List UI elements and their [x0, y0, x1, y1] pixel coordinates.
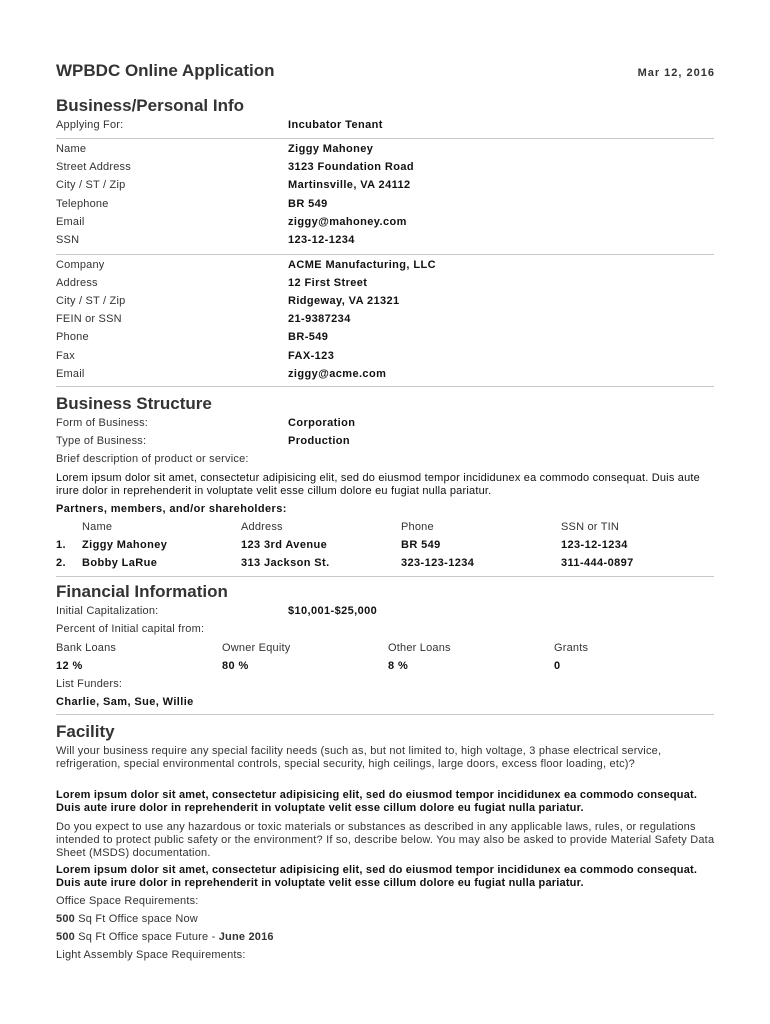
- partners-label: Partners, members, and/or shareholders:: [56, 503, 287, 515]
- field-label: Name: [56, 143, 87, 155]
- partner-address: 123 3rd Avenue: [241, 539, 328, 551]
- field-value: ziggy@mahoney.com: [288, 215, 407, 228]
- section-heading-business-structure: Business Structure: [56, 394, 212, 413]
- applying-for-label: Applying For:: [56, 119, 124, 131]
- office-space-now: [56, 913, 198, 925]
- capital-source-value: 12 %: [56, 660, 83, 672]
- company-info-row: [56, 350, 716, 368]
- percent-capital-label: Percent of Initial capital from:: [56, 623, 205, 635]
- personal-info-row: [56, 198, 716, 216]
- partners-header-phone: Phone: [401, 521, 434, 533]
- section-heading-facility: Facility: [56, 722, 115, 741]
- divider: [56, 138, 714, 139]
- field-value: FAX-123: [288, 349, 335, 362]
- partner-phone: 323-123-1234: [401, 557, 475, 569]
- field-value: ziggy@acme.com: [288, 367, 387, 380]
- company-info-row: [56, 331, 716, 349]
- company-info-row: [56, 259, 716, 277]
- office-future-date: June 2016: [218, 931, 274, 943]
- document-title: WPBDC Online Application: [56, 61, 275, 80]
- partner-name: Bobby LaRue: [82, 557, 158, 569]
- capital-source-label: Bank Loans: [56, 642, 117, 654]
- field-label: Street Address: [56, 161, 131, 174]
- description-label: Brief description of product or service:: [56, 453, 249, 465]
- field-value: 123-12-1234: [288, 234, 355, 246]
- type-of-business-row: [56, 435, 716, 453]
- office-future-text: Sq Ft Office space Future -: [74, 931, 219, 943]
- divider: [56, 386, 714, 387]
- description-text: Lorem ipsum dolor sit amet, consectetur adipisicing elit, sed do eiusmod tempor incididunex ea commodo consequat. Duis aute irure dolor in reprehenderit in voluptate velit esse cillum dolore eu fugiat nulla pariatur.: [56, 472, 700, 497]
- capital-source-label: Other Loans: [388, 642, 451, 654]
- light-assembly-label: Light Assembly Space Requirements:: [56, 949, 246, 961]
- form-of-business-value: Corporation: [288, 417, 356, 429]
- capital-source-value: 0: [554, 660, 561, 672]
- initial-capitalization-label: Initial Capitalization:: [56, 605, 159, 617]
- field-value: 21-9387234: [288, 313, 351, 326]
- form-of-business-row: [56, 417, 716, 435]
- partner-ssn: 311-444-0897: [561, 557, 634, 569]
- field-label: Company: [56, 259, 105, 271]
- partner-num: 2.: [56, 557, 66, 569]
- company-info-row: [56, 313, 716, 331]
- company-info-row: [56, 277, 716, 295]
- personal-info-row: [56, 143, 716, 161]
- initial-capitalization-value: $10,001-$25,000: [288, 605, 378, 617]
- section-heading-business-personal: Business/Personal Info: [56, 96, 244, 115]
- facility-answer-hazardous: Lorem ipsum dolor sit amet, consectetur adipisicing elit, sed do eiusmod tempor incididunex ea commodo consequat. Duis aute irure dolor in reprehenderit in voluptate velit esse cillum dolore eu fugiat nulla pariatur.: [56, 864, 698, 889]
- field-label: City / ST / Zip: [56, 179, 126, 192]
- divider: [56, 254, 714, 255]
- field-value: Ridgeway, VA 21321: [288, 295, 400, 308]
- facility-answer-special-needs: Lorem ipsum dolor sit amet, consectetur adipisicing elit, sed do eiusmod tempor incididunex ea commodo consequat. Duis aute irure dolor in reprehenderit in voluptate velit esse cillum dolore eu fugiat nulla pariatur.: [56, 789, 698, 814]
- personal-info-row: [56, 216, 716, 234]
- divider: [56, 576, 714, 577]
- field-label: Phone: [56, 331, 89, 344]
- office-now-amount: 500: [56, 913, 75, 925]
- office-future-amount: 500: [56, 931, 75, 943]
- field-value: 12 First Street: [288, 277, 368, 290]
- list-funders-label: List Funders:: [56, 678, 123, 690]
- field-value: Martinsville, VA 24112: [288, 179, 411, 192]
- partner-num: 1.: [56, 539, 66, 551]
- field-value: 3123 Foundation Road: [288, 161, 414, 174]
- list-funders-value: Charlie, Sam, Sue, Willie: [56, 696, 194, 708]
- field-value: BR 549: [288, 197, 328, 210]
- partners-header-name: Name: [82, 521, 113, 533]
- field-label: SSN: [56, 234, 80, 246]
- capital-source-value: 80 %: [222, 660, 249, 672]
- partners-header-address: Address: [241, 521, 283, 533]
- applying-for-row: [56, 119, 716, 137]
- partner-ssn: 123-12-1234: [561, 539, 628, 551]
- document-date: Mar 12, 2016: [637, 67, 715, 79]
- field-label: City / ST / Zip: [56, 295, 126, 308]
- capital-source-label: Owner Equity: [222, 642, 291, 654]
- office-space-future: [56, 931, 274, 943]
- partners-header-ssn: SSN or TIN: [561, 521, 620, 533]
- form-of-business-label: Form of Business:: [56, 417, 149, 429]
- applying-for-value: Incubator Tenant: [288, 119, 383, 131]
- divider: [56, 714, 714, 715]
- type-of-business-label: Type of Business:: [56, 435, 147, 447]
- field-value: Ziggy Mahoney: [288, 143, 374, 155]
- field-value: BR-549: [288, 331, 329, 344]
- section-heading-financial: Financial Information: [56, 582, 228, 601]
- field-value: ACME Manufacturing, LLC: [288, 259, 436, 271]
- field-label: Email: [56, 367, 85, 380]
- field-label: Email: [56, 215, 85, 228]
- field-label: Telephone: [56, 197, 109, 210]
- facility-question-special-needs: Will your business require any special facility needs (such as, but not limited to, high voltage, 3 phase electrical service, refrigeration, special environmental controls, special security, high ceilings, large doors, excess floor loading, etc)?: [56, 745, 662, 770]
- office-now-text: Sq Ft Office space Now: [74, 913, 198, 925]
- type-of-business-value: Production: [288, 435, 351, 447]
- capital-source-label: Grants: [554, 642, 589, 654]
- personal-info-row: [56, 179, 716, 197]
- personal-info-row: [56, 234, 716, 252]
- office-space-label: Office Space Requirements:: [56, 895, 199, 907]
- company-info-row: [56, 295, 716, 313]
- personal-info-row: [56, 161, 716, 179]
- partner-name: Ziggy Mahoney: [82, 539, 168, 551]
- capital-source-value: 8 %: [388, 660, 409, 672]
- field-label: Address: [56, 277, 98, 290]
- field-label: FEIN or SSN: [56, 313, 122, 326]
- field-label: Fax: [56, 349, 75, 362]
- partner-phone: BR 549: [401, 539, 441, 551]
- partner-address: 313 Jackson St.: [241, 557, 330, 569]
- facility-question-hazardous: Do you expect to use any hazardous or toxic materials or substances as described in any applicable laws, rules, or regulations intended to protect public safety or the environment? If so, describe below. You may also be asked to provide Material Safety Data Sheet (MSDS) documentation.: [56, 821, 715, 859]
- company-info-row: [56, 368, 716, 386]
